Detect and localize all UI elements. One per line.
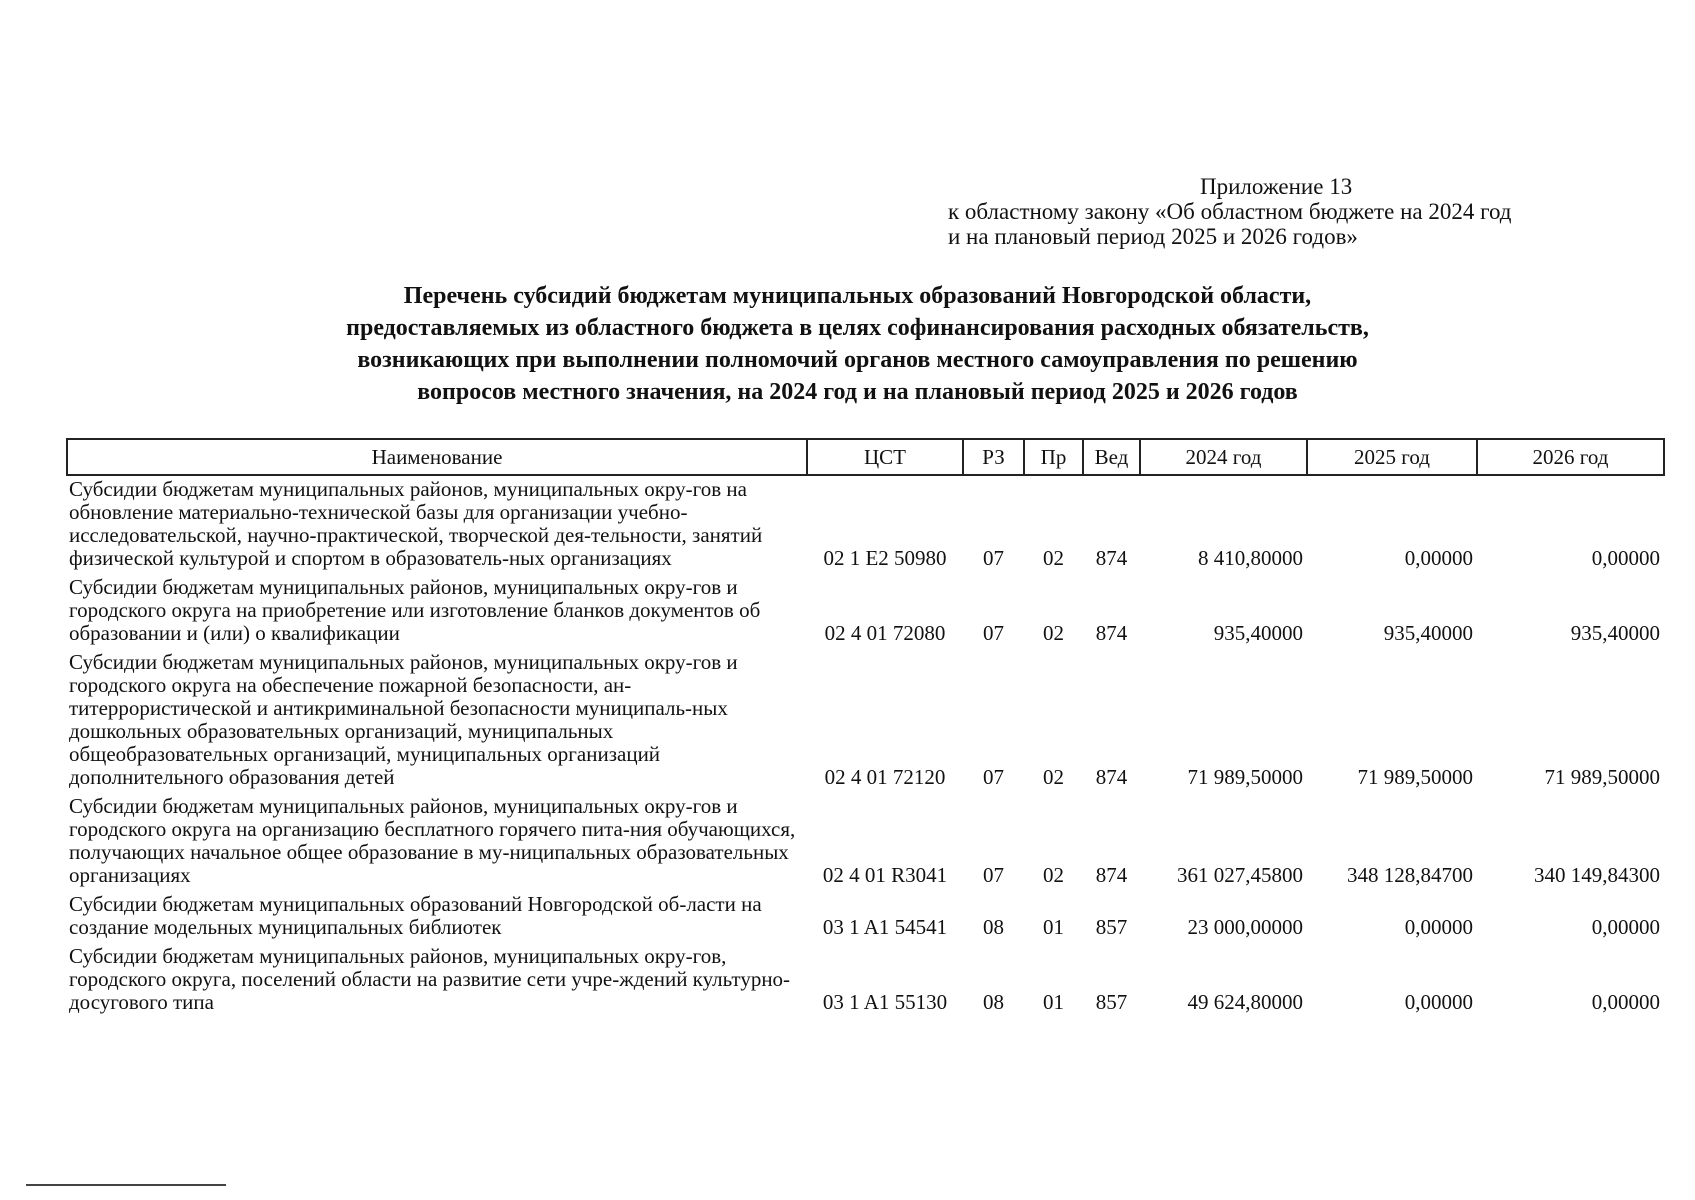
cell-name: Субсидии бюджетам муниципальных образований Новгородской об-ласти на создание модельных муниципальных библиотек xyxy=(69,892,762,939)
cell-ved: 874 xyxy=(1095,863,1128,887)
cell-pr: 02 xyxy=(1043,863,1064,887)
cell-2026: 0,00000 xyxy=(1591,915,1660,939)
cell-name: Субсидии бюджетам муниципальных районов, муниципальных окру-гов, городского округа, поселений области на развитие сети учре-ждений культурно-досугового типа xyxy=(69,944,791,1014)
cell-ved: 874 xyxy=(1095,621,1128,645)
cell-rz: 07 xyxy=(983,621,1004,645)
cell-2025: 0,00000 xyxy=(1404,546,1473,570)
cell-pr: 02 xyxy=(1043,546,1064,570)
document-title xyxy=(60,280,1655,408)
cell-2025: 71 989,50000 xyxy=(1357,765,1473,789)
header-rz: РЗ xyxy=(963,439,1024,475)
cell-name: Субсидии бюджетам муниципальных районов, муниципальных окру-гов на обновление материально-технической базы для организации учебно-исследовательской, научно-практической, творческой дея-тельности, занятий физической культурой и спортом в образователь-ных организациях xyxy=(69,477,763,570)
cell-ved: 857 xyxy=(1095,915,1128,939)
cell-2024: 23 000,00000 xyxy=(1187,915,1303,939)
appendix-number: Приложение 13 xyxy=(1200,174,1353,199)
table-row xyxy=(67,891,1664,943)
cell-cst: 02 4 01 R3041 xyxy=(822,863,948,887)
title-line-2: предоставляемых из областного бюджета в целях софинансирования расходных обязательств, xyxy=(346,315,1369,341)
cell-rz: 07 xyxy=(983,863,1004,887)
header-pr: Пр xyxy=(1024,439,1083,475)
cell-2024: 71 989,50000 xyxy=(1187,765,1303,789)
cell-2026: 340 149,84300 xyxy=(1534,863,1660,887)
appendix-header xyxy=(948,174,1512,249)
cell-2025: 348 128,84700 xyxy=(1347,863,1473,887)
cell-rz: 08 xyxy=(983,990,1004,1014)
header-2026: 2026 год xyxy=(1477,439,1664,475)
header-2025: 2025 год xyxy=(1307,439,1477,475)
table-row xyxy=(67,574,1664,649)
cell-name: Субсидии бюджетам муниципальных районов, муниципальных окру-гов и городского округа на обеспечение пожарной безопасности, ан-титеррористической и антикриминальной безопасности муниципаль-ных дошкольных образовательных организаций, муниципальных общеобразовательных организаций, муниципальных организаций дополнительного образования детей xyxy=(69,650,738,789)
cell-ved: 874 xyxy=(1095,765,1128,789)
cell-2026: 0,00000 xyxy=(1591,546,1660,570)
cell-cst: 03 1 A1 54541 xyxy=(822,915,948,939)
title-line-4: вопросов местного значения, на 2024 год и на плановый период 2025 и 2026 годов xyxy=(417,379,1298,405)
cell-ved: 857 xyxy=(1095,990,1128,1014)
cell-2026: 935,40000 xyxy=(1570,621,1660,645)
cell-ved: 874 xyxy=(1095,546,1128,570)
cell-rz: 08 xyxy=(983,915,1004,939)
table-row xyxy=(67,649,1664,793)
cell-cst: 02 4 01 72080 xyxy=(824,621,946,645)
cell-pr: 01 xyxy=(1043,990,1064,1014)
subsidies-table xyxy=(66,438,1665,1018)
cell-name: Субсидии бюджетам муниципальных районов, муниципальных окру-гов и городского округа на организацию бесплатного горячего пита-ния обучающихся, получающих начальное общее образование в му-ниципальных образовательных организациях xyxy=(69,794,796,887)
table-header-row xyxy=(67,439,1664,475)
cell-rz: 07 xyxy=(983,765,1004,789)
header-2024: 2024 год xyxy=(1140,439,1307,475)
header-cst: ЦСТ xyxy=(807,439,963,475)
cell-cst: 02 1 E2 50980 xyxy=(823,546,947,570)
header-name: Наименование xyxy=(67,439,807,475)
title-line-3: возникающих при выполнении полномочий органов местного самоуправления по решению xyxy=(357,347,1358,373)
cell-2025: 0,00000 xyxy=(1404,915,1473,939)
table-row xyxy=(67,475,1664,574)
cell-2024: 49 624,80000 xyxy=(1187,990,1303,1014)
table-row xyxy=(67,793,1664,891)
appendix-law-reference: к областному закону «Об областном бюджете на 2024 год xyxy=(948,199,1512,224)
cell-cst: 03 1 A1 55130 xyxy=(822,990,948,1014)
appendix-law-period: и на плановый период 2025 и 2026 годов» xyxy=(948,224,1358,249)
cell-2024: 361 027,45800 xyxy=(1177,863,1303,887)
cell-cst: 02 4 01 72120 xyxy=(824,765,946,789)
cell-2024: 935,40000 xyxy=(1213,621,1303,645)
cell-2025: 0,00000 xyxy=(1404,990,1473,1014)
header-ved: Вед xyxy=(1083,439,1140,475)
table-row xyxy=(67,943,1664,1018)
cell-pr: 01 xyxy=(1043,915,1064,939)
cell-rz: 07 xyxy=(983,546,1004,570)
title-line-1: Перечень субсидий бюджетам муниципальных образований Новгородской области, xyxy=(403,283,1312,309)
cell-name: Субсидии бюджетам муниципальных районов, муниципальных окру-гов и городского округа на приобретение или изготовление бланков документов об образовании и (или) о квалификации xyxy=(69,575,761,645)
cell-pr: 02 xyxy=(1043,765,1064,789)
cell-2024: 8 410,80000 xyxy=(1198,546,1303,570)
cell-2025: 935,40000 xyxy=(1383,621,1473,645)
cell-pr: 02 xyxy=(1043,621,1064,645)
footer-divider xyxy=(26,1184,226,1186)
cell-2026: 0,00000 xyxy=(1591,990,1660,1014)
cell-2026: 71 989,50000 xyxy=(1544,765,1660,789)
